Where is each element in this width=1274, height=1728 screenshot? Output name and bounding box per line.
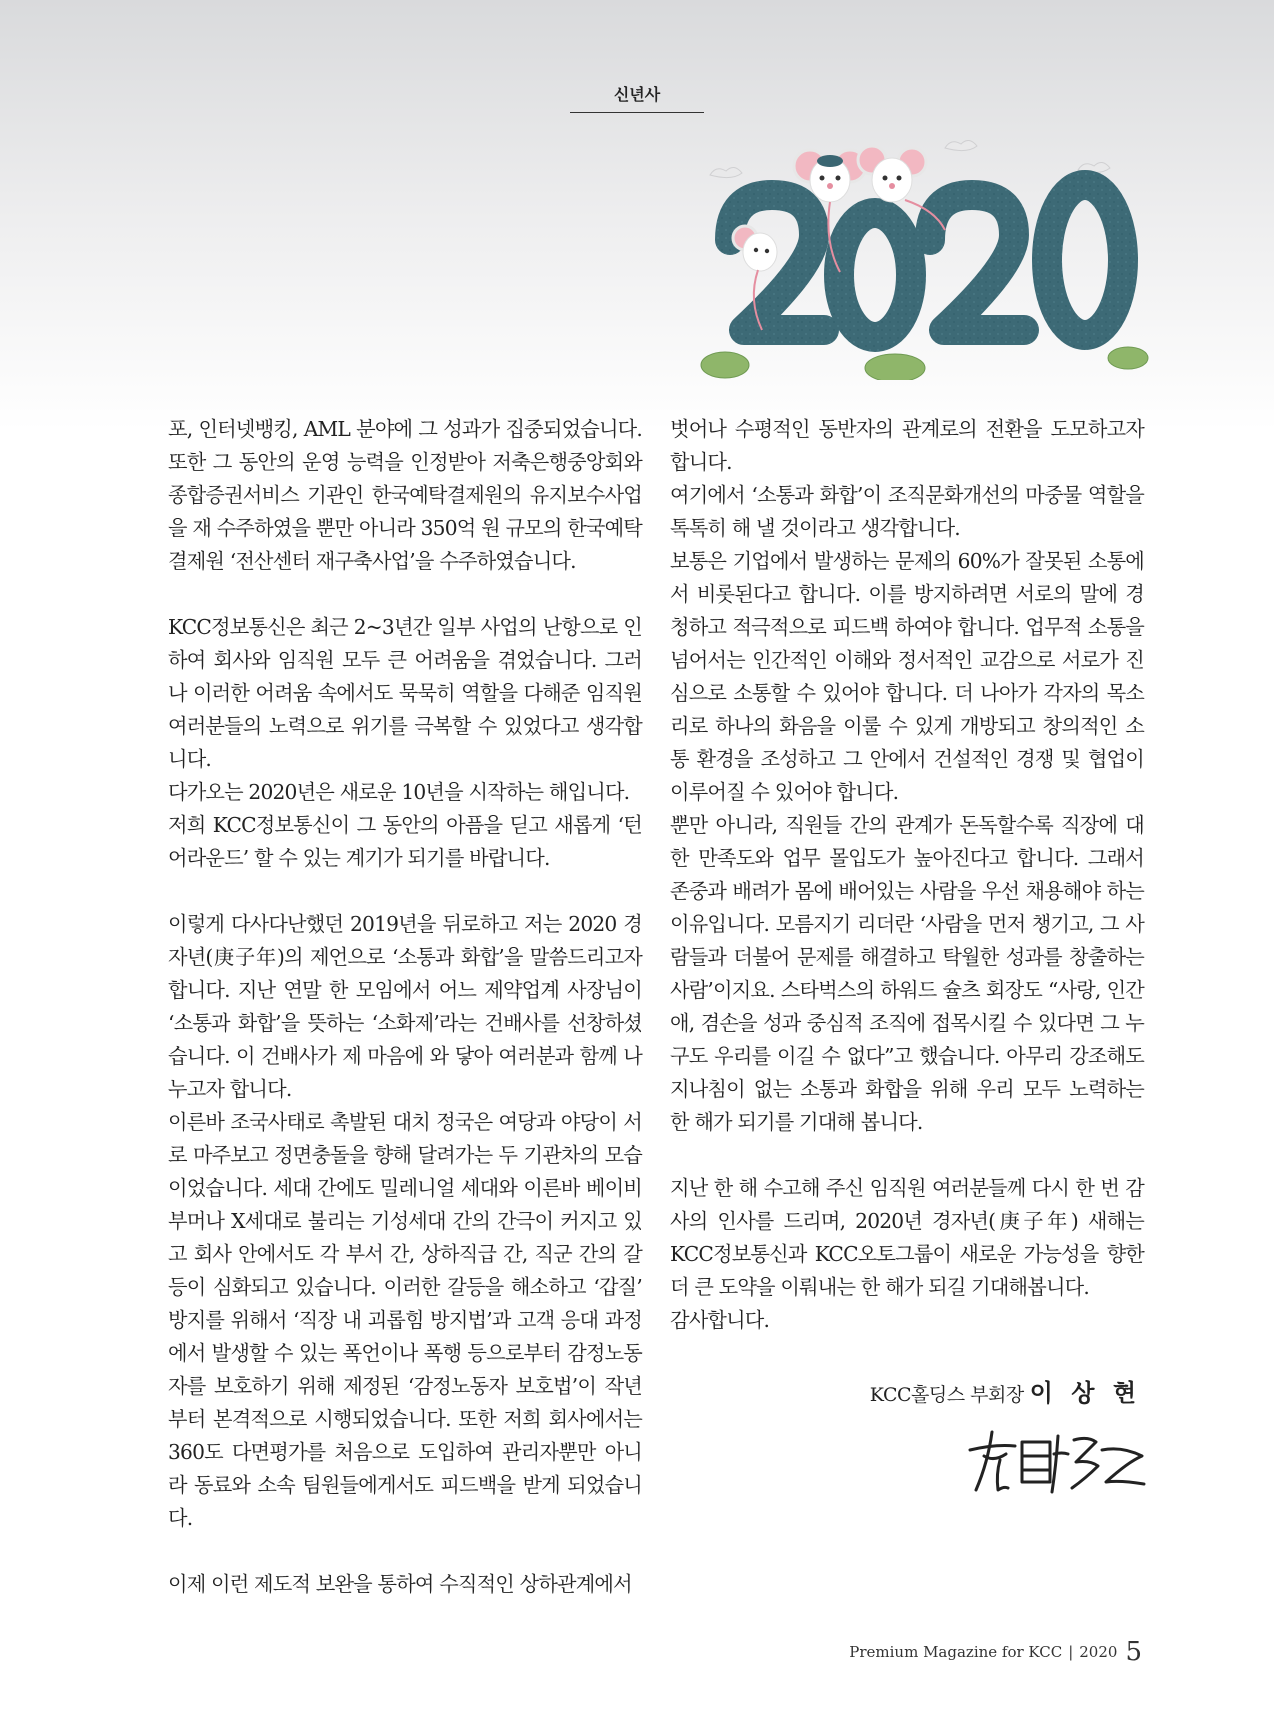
magazine-name: Premium Magazine for KCC [849, 1643, 1063, 1661]
footer-separator: | [1068, 1643, 1074, 1661]
signer-title: KCC홀딩스 부회장 [869, 1384, 1024, 1406]
body-paragraph: 다가오는 2020년은 새로운 10년을 시작하는 해입니다. [168, 780, 630, 804]
body-paragraph: 지난 한 해 수고해 주신 임직원 여러분들께 다시 한 번 감사의 인사를 드리며, 2020년 경자년(庚子年) 새해는 KCC정보통신과 KCC오토그룹이 새로운 가능성을 향한 더 큰 도약을 이뤄내는 한 해가 되길 기대해봅니다. [670, 1176, 1144, 1299]
body-paragraph: 이른바 조국사태로 촉발된 대치 정국은 여당과 야당이 서로 마주보고 정면충돌을 향해 달려가는 두 기관차의 모습이었습니다. 세대 간에도 밀레니얼 세대와 이른바 베이비부머나 X세대로 불리는 기성세대 간의 간극이 커지고 있고 회사 안에서도 각 부서 간, 상하직급 간, 직군 간의 갈등이 심화되고 있습니다. 이러한 갈등을 해소하고 ‘갑질’ 방지를 위해서 ‘직장 내 괴롭힘 방지법’과 고객 응대 과정에서 발생할 수 있는 폭언이나 폭행 등으로부터 감정노동자를 보호하기 위해 제정된 ‘감정노동자 보호법’이 작년부터 본격적으로 시행되었습니다. 또한 저희 회사에서는 360도 다면평가를 처음으로 도입하여 관리자뿐만 아니라 동료와 소속 팀원들에게서도 피드백을 받게 되었습니다. [168, 1110, 642, 1530]
body-paragraph: 감사합니다. [670, 1308, 770, 1332]
signer-block [870, 1373, 1141, 1408]
body-paragraph: 벗어나 수평적인 동반자의 관계로의 전환을 도모하고자 합니다. [670, 417, 1144, 474]
body-paragraph: 보통은 기업에서 발생하는 문제의 60%가 잘못된 소통에서 비롯된다고 합니다. 이를 방지하려면 서로의 말에 경청하고 적극적으로 피드백 하여야 합니다. 업무적 소통을 넘어서는 인간적인 이해와 정서적인 교감으로 서로가 진심으로 소통할 수 있어야 합니다. 더 나아가 각자의 목소리로 하나의 화음을 이룰 수 있게 개방되고 창의적인 소통 환경을 조성하고 그 안에서 건설적인 경쟁 및 협업이 이루어질 수 있어야 합니다. [670, 549, 1144, 804]
handwritten-signature-icon [962, 1420, 1152, 1504]
body-paragraph: KCC정보통신은 최근 2~3년간 일부 사업의 난항으로 인하여 회사와 임직원 모두 큰 어려움을 겪었습니다. 그러나 이러한 어려움 속에서도 묵묵히 역할을 다해준 임직원 여러분들의 노력으로 위기를 극복할 수 있었다고 생각합니다. [168, 615, 642, 771]
signer-name: 이 상 현 [1029, 1378, 1141, 1407]
page-number: 5 [1125, 1637, 1142, 1667]
mice-2020-illustration [700, 140, 1150, 380]
footer-year: 2020 [1079, 1643, 1118, 1661]
body-paragraph: 저희 KCC정보통신이 그 동안의 아픔을 딛고 새롭게 ‘턴어라운드’ 할 수 있는 계기가 되기를 바랍니다. [168, 813, 642, 870]
body-paragraph: 이렇게 다사다난했던 2019년을 뒤로하고 저는 2020 경자년(庚子年)의 제언으로 ‘소통과 화합’을 말씀드리고자 합니다. 지난 연말 한 모임에서 어느 제약업계 사장님이 ‘소통과 화합’을 뜻하는 ‘소화제’라는 건배사를 선창하셨습니다. 이 건배사가 제 마음에 와 닿아 여러분과 함께 나누고자 합니다. [168, 912, 642, 1101]
body-paragraph: 이제 이런 제도적 보완을 통하여 수직적인 상하관계에서 [168, 1572, 632, 1596]
body-paragraph: 뿐만 아니라, 직원들 간의 관계가 돈독할수록 직장에 대한 만족도와 업무 몰입도가 높아진다고 합니다. 그래서 존중과 배려가 몸에 배어있는 사람을 우선 채용해야 하는 이유입니다. 모름지기 리더란 ‘사람을 먼저 챙기고, 그 사람들과 더불어 문제를 해결하고 탁월한 성과를 창출하는 사람’이지요. 스타벅스의 하워드 슐츠 회장도 “사랑, 인간애, 겸손을 성과 중심적 조직에 접목시킬 수 있다면 그 누구도 우리를 이길 수 없다”고 했습니다. 아무리 강조해도 지나침이 없는 소통과 화합을 위해 우리 모두 노력하는 한 해가 되기를 기대해 봅니다. [670, 813, 1144, 1134]
right-text-column [670, 413, 1144, 1337]
section-label: 신년사 [570, 82, 704, 113]
left-text-column [168, 413, 642, 1601]
body-paragraph: 여기에서 ‘소통과 화합’이 조직문화개선의 마중물 역할을 톡톡히 해 낼 것이라고 생각합니다. [670, 483, 1144, 540]
page-footer [849, 1637, 1142, 1667]
body-paragraph: 포, 인터넷뱅킹, AML 분야에 그 성과가 집중되었습니다. 또한 그 동안의 운영 능력을 인정받아 저축은행중앙회와 종합증권서비스 기관인 한국예탁결제원의 유지보수사업을 재 수주하였을 뿐만 아니라 350억 원 규모의 한국예탁결제원 ‘전산센터 재구축사업’을 수주하였습니다. [168, 417, 642, 573]
